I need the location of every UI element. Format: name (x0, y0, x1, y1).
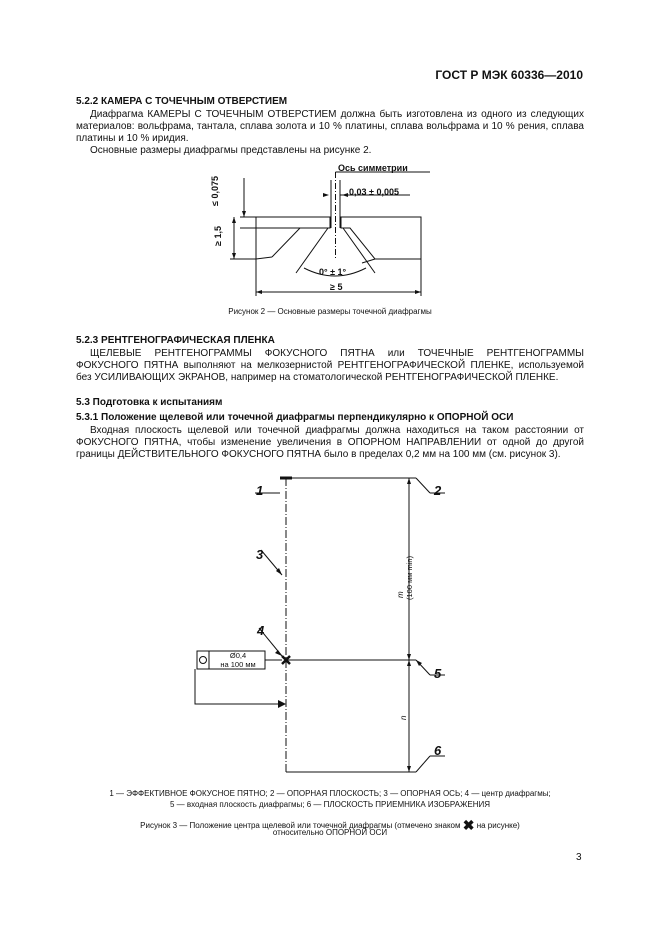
section-5-2-3-para: ЩЕЛЕВЫЕ РЕНТГЕНОГРАММЫ ФОКУСНОГО ПЯТНА или ТОЧЕЧНЫЕ РЕНТГЕНОГРАММЫ ФОКУСНОГО ПЯТНА выполняют на мелкозернистой РЕНТГЕНОГРАФИЧЕСКОЙ ПЛЕНКЕ, используемой без УСИЛИВАЮЩИХ ЭКРАНОВ, например на стоматологической РЕНТГЕНОГРАФИЧЕСКОЙ ПЛЕНКЕ. (76, 348, 584, 383)
figure-2-top-dimension (210, 154, 220, 206)
figure-3-caption-a: Рисунок 3 — Положение центра щелевой или точечной диафрагмы (отмечено знаком (140, 821, 461, 830)
section-5-2-2-title: 5.2.2 КАМЕРА С ТОЧЕЧНЫМ ОТВЕРСТИЕМ (76, 96, 288, 107)
figure-3-label-1: 1 (256, 483, 264, 498)
figure-3-label-6: 6 (434, 743, 442, 758)
section-5-3-title: 5.3 Подготовка к испытаниям (76, 397, 223, 408)
dimension-m-label: m (396, 591, 405, 598)
section-5-2-2-para2: Основные размеры диафрагмы представлены на рисунке 2. (90, 145, 372, 156)
section-5-3-1-title: 5.3.1 Положение щелевой или точечной диафрагмы перпендикулярно к ОПОРНОЙ ОСИ (76, 412, 514, 423)
standard-header: ГОСТ Р МЭК 60336—2010 (435, 68, 583, 82)
figure-3-label-4: 4 (257, 623, 265, 638)
figure-2-top-dimension-text: ≤ 0,075 (210, 176, 220, 206)
tolerance-value: Ø0,4 (229, 651, 247, 660)
figure-2-angle: 0° ± 1° (319, 267, 347, 277)
caption-mark-icon: ✖ (462, 817, 475, 833)
figure-2-caption: Рисунок 2 — Основные размеры точечной диафрагмы (228, 307, 432, 316)
section-5-2-2-para1: Диафрагма КАМЕРЫ С ТОЧЕЧНЫМ ОТВЕРСТИЕМ должна быть изготовлена из одного из следующих материалов: вольфрама, тантала, сплава золота и 10 % платины, сплава вольфрама и 10 % рения, сплава платины и 10 % иридия. (76, 109, 584, 144)
figure-3-legend-line-2: 5 — входная плоскость диафрагмы; 6 — ПЛОСКОСТЬ ПРИЕМНИКА ИЗОБРАЖЕНИЯ (170, 800, 490, 809)
section-5-2-3-title: 5.2.3 РЕНТГЕНОГРАФИЧЕСКАЯ ПЛЕНКА (76, 335, 275, 346)
tolerance-basis: на 100 мм (220, 660, 256, 669)
figure-3-drawing (190, 470, 450, 790)
dimension-m-min: (100 мм min) (405, 555, 414, 600)
dimension-n-label: n (399, 715, 408, 720)
figure-3-caption-b: на рисунке) (476, 821, 520, 830)
figure-3-caption-line-2: относительно ОПОРНОЙ ОСИ (272, 828, 388, 837)
figure-3-legend-line-1: 1 — ЭФФЕКТИВНОЕ ФОКУСНОЕ ПЯТНО; 2 — ОПОРНАЯ ПЛОСКОСТЬ; 3 — ОПОРНАЯ ОСЬ; 4 — центр диафрагмы; (109, 789, 551, 798)
figure-2-width-dimension: ≥ 5 (330, 282, 343, 292)
figure-2-thickness-dimension: ≥ 1,5 (213, 226, 223, 246)
figure-2-axis-label: Ось симметрии (338, 163, 408, 173)
tolerance-frame-text (211, 651, 265, 669)
section-5-3-1-para: Входная плоскость щелевой или точечной диафрагмы должна находиться на таком расстоянии от ФОКУСНОГО ПЯТНА, чтобы изменение увеличения в ОПОРНОМ НАПРАВЛЕНИИ от одной до другой границы ДЕЙСТВИТЕЛЬНОГО ФОКУСНОГО ПЯТНА было в пределах 0,2 мм на 100 мм (см. рисунок 3). (76, 425, 584, 460)
figure-3-label-2: 2 (434, 483, 442, 498)
figure-3-label-3: 3 (256, 547, 264, 562)
page-number: 3 (576, 852, 582, 863)
figure-2-hole-dimension: 0,03 ± 0,005 (349, 187, 399, 197)
figure-3-label-5: 5 (434, 666, 442, 681)
figure-2-diaphragm-drawing (200, 160, 440, 300)
